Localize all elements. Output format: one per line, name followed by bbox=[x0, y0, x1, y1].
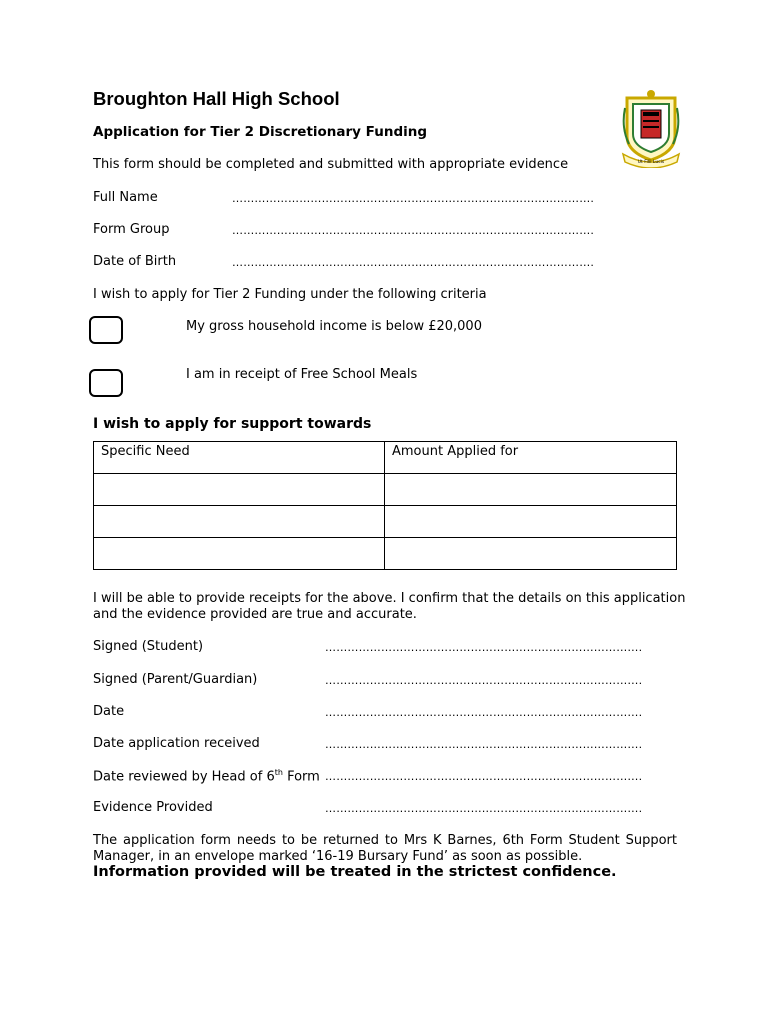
full-name-label: Full Name bbox=[93, 190, 158, 205]
income-criteria-label: My gross household income is below £20,000 bbox=[186, 319, 482, 334]
date-label: Date bbox=[93, 704, 125, 719]
table-row bbox=[94, 474, 677, 506]
evidence-provided-label: Evidence Provided bbox=[93, 800, 213, 815]
support-table bbox=[93, 441, 677, 570]
form-group-field[interactable]: ……………………………………………………………………………………. bbox=[232, 224, 595, 237]
date-field[interactable]: …………………………………………………………………………. bbox=[325, 706, 643, 719]
declaration-line-2: and the evidence provided are true and accurate. bbox=[93, 607, 417, 622]
income-checkbox[interactable] bbox=[89, 316, 123, 344]
amount-cell[interactable] bbox=[385, 506, 677, 538]
intro-text: This form should be completed and submitted with appropriate evidence bbox=[93, 157, 569, 172]
signed-parent-label: Signed (Parent/Guardian) bbox=[93, 672, 258, 687]
specific-need-cell[interactable] bbox=[94, 506, 385, 538]
declaration-line-1: I will be able to provide receipts for the above. I confirm that the details on this application bbox=[93, 591, 686, 606]
full-name-field[interactable]: ……………………………………………………………………………………. bbox=[232, 192, 595, 205]
column-header-amount: Amount Applied for bbox=[385, 442, 677, 474]
crest-motto: Ut Filii Lucis bbox=[637, 160, 665, 165]
date-of-birth-field[interactable]: ……………………………………………………………………………………. bbox=[232, 256, 595, 269]
signed-parent-field[interactable]: …………………………………………………………………………. bbox=[325, 674, 643, 687]
free-school-meals-label: I am in receipt of Free School Meals bbox=[186, 367, 418, 382]
specific-need-cell[interactable] bbox=[94, 538, 385, 570]
free-school-meals-checkbox[interactable] bbox=[89, 369, 123, 397]
date-reviewed-label-suffix: Form bbox=[282, 769, 320, 785]
date-reviewed-label-prefix: Date reviewed by Head of 6 bbox=[93, 769, 275, 785]
date-received-label: Date application received bbox=[93, 736, 260, 751]
date-reviewed-label-sup: th bbox=[274, 768, 283, 777]
criteria-intro: I wish to apply for Tier 2 Funding under the following criteria bbox=[93, 287, 487, 302]
date-of-birth-label: Date of Birth bbox=[93, 254, 177, 269]
date-received-field[interactable]: …………………………………………………………………………. bbox=[325, 738, 643, 751]
table-header-row bbox=[94, 442, 677, 474]
date-reviewed-label bbox=[93, 768, 320, 784]
form-title: Application for Tier 2 Discretionary Funding bbox=[93, 124, 428, 140]
support-heading: I wish to apply for support towards bbox=[93, 416, 372, 432]
signed-student-label: Signed (Student) bbox=[93, 639, 204, 654]
evidence-provided-field[interactable]: …………………………………………………………………………. bbox=[325, 802, 643, 815]
date-reviewed-field[interactable]: …………………………………………………………………………. bbox=[325, 770, 643, 783]
table-row bbox=[94, 538, 677, 570]
school-crest-icon bbox=[619, 88, 683, 168]
form-group-label: Form Group bbox=[93, 222, 170, 237]
confidentiality-notice: Information provided will be treated in the strictest confidence. bbox=[93, 864, 617, 880]
return-instructions: The application form needs to be returned to Mrs K Barnes, 6th Form Student Support Manager, in an envelope marked ‘16-19 Bursary Fund’ as soon as possible. bbox=[93, 833, 677, 864]
table-row bbox=[94, 506, 677, 538]
amount-cell[interactable] bbox=[385, 538, 677, 570]
specific-need-cell[interactable] bbox=[94, 474, 385, 506]
signed-student-field[interactable]: …………………………………………………………………………. bbox=[325, 641, 643, 654]
school-name: Broughton Hall High School bbox=[93, 88, 340, 109]
column-header-specific-need: Specific Need bbox=[94, 442, 385, 474]
amount-cell[interactable] bbox=[385, 474, 677, 506]
